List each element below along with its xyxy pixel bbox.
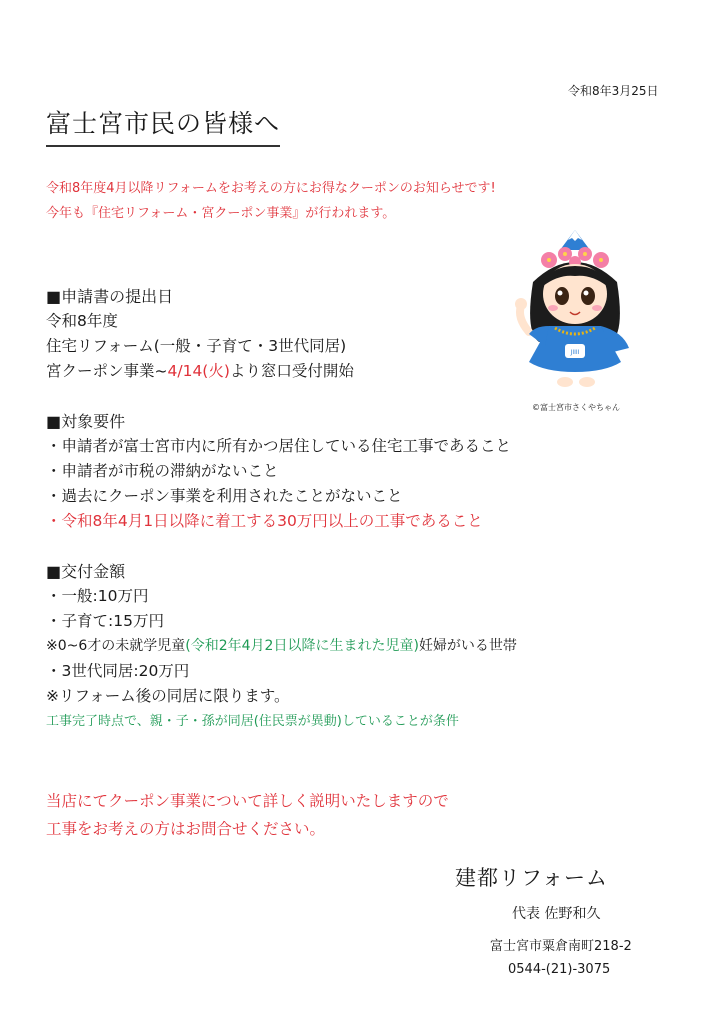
submission-start-prefix: 宮クーポン事業~ [46,362,168,380]
submission-details [46,309,354,384]
amount-three-gen: ・3世代同居:20万円 [46,662,190,680]
closing-line-1: 当店にてクーポン事業について詳しく説明いたしますので [46,792,449,810]
amounts-list [46,584,517,734]
submission-start-date: 4/14(火) [167,362,230,380]
mascot-credit: ©富士宮市さくやちゃん [532,403,620,412]
amount-general: ・一般:10万円 [46,587,149,605]
three-gen-note: ※リフォーム後の同居に限ります。 [46,687,290,705]
closing-message [46,787,449,843]
child-note-green: (令和2年4月2日以降に生まれた児童) [185,638,419,654]
child-note-prefix: ※0~6才の未就学児童 [46,638,186,654]
requirement-item: ・申請者が富士宮市内に所有かつ居住している住宅工事であること [46,437,512,455]
child-note-suffix: 妊婦がいる世帯 [418,638,517,654]
page-title: 富士宮市民の皆様へ [46,104,280,147]
mascot-badge: JIIII [570,349,580,356]
document-date: 令和8年3月25日 [568,84,659,98]
company-representative: 代表 佐野和久 [512,906,601,922]
requirements-list [46,434,511,534]
submission-program: 住宅リフォーム(一般・子育て・3世代同居) [46,337,347,355]
requirement-item: ・過去にクーポン事業を利用されたことがないこと [46,487,403,505]
submission-heading: ■申請書の提出日 [46,287,174,306]
requirement-item: ・申請者が市税の滞納がないこと [46,462,279,480]
company-phone: 0544-(21)-3075 [508,962,611,977]
intro-line-2: 今年も『住宅リフォーム・宮クーポン事業』が行われます。 [46,206,396,221]
intro-notice [46,176,496,226]
company-address: 富士宮市粟倉南町218-2 [490,939,632,954]
amount-child-note [46,634,517,659]
requirement-highlight: ・令和8年4月1日以降に着工する30万円以上の工事であること [46,512,483,530]
submission-start [46,359,354,384]
amount-child: ・子育て:15万円 [46,612,164,630]
company-name: 建都リフォーム [455,866,608,890]
mascot-illustration [505,222,645,397]
intro-line-1: 令和8年度4月以降リフォームをお考えの方にお得なクーポンのお知らせです! [46,181,496,196]
requirements-heading: ■対象要件 [46,412,126,431]
closing-line-2: 工事をお考えの方はお問合せください。 [46,820,326,838]
submission-year: 令和8年度 [46,312,118,330]
cohabitation-condition: 工事完了時点で、親・子・孫が同居(住民票が異動)していることが条件 [46,714,459,729]
amounts-heading: ■交付金額 [46,562,126,581]
submission-start-suffix: より窓口受付開始 [229,362,354,380]
